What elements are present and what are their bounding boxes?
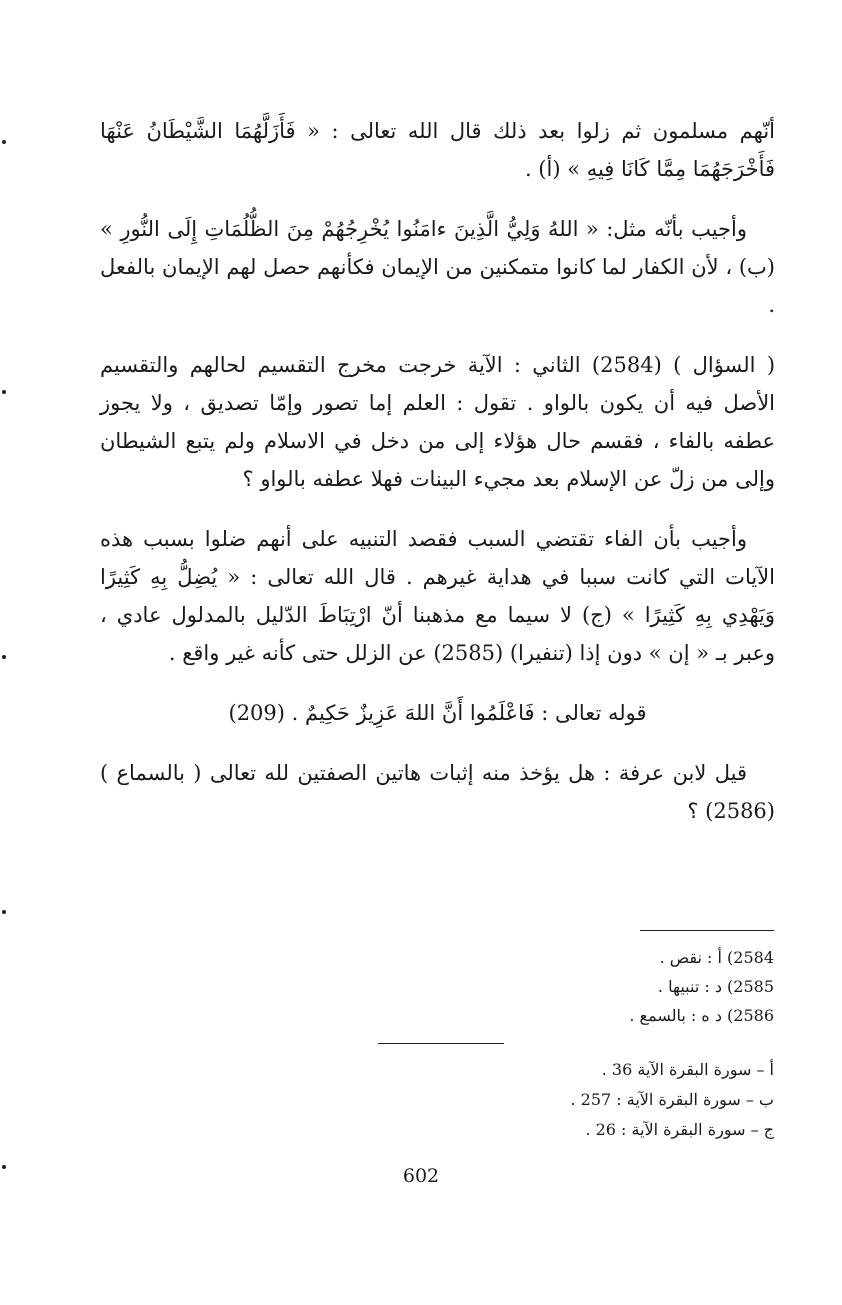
- paragraph: وأجيب بأنّه مثل: « اللهُ وَلِيُّ الَّذِينَ ءامَنُوا يُخْرِجُهُمْ مِنَ الظُّلُمَاتِ إِلَى النُّورِ » (ب) ، لأن الكفار لما كانوا متمكنين من الإيمان فكأنهم حصل لهم الإيمان بالفعل .: [100, 217, 775, 317]
- page-number: 602: [402, 1165, 440, 1187]
- scan-edge-mark: [2, 390, 6, 394]
- paragraph: قوله تعالى : فَاعْلَمُوا أَنَّ اللهَ عَزِيزٌ حَكِيمٌ . (209): [228, 701, 647, 725]
- variant-footnotes: [514, 943, 774, 1030]
- scan-edge-mark: [2, 910, 6, 914]
- scan-edge-mark: [2, 655, 6, 659]
- paragraph: قيل لابن عرفة : هل يؤخذ منه إثبات هاتين الصفتين لله تعالى ( بالسماع ) (2586) ؟: [100, 761, 775, 823]
- quran-reference: ج – سورة البقرة الآية : 26 .: [585, 1120, 774, 1139]
- main-text: [100, 112, 775, 852]
- paragraph: ( السؤال ) (2584) الثاني : الآية خرجت مخرج التقسيم لحالهم والتقسيم الأصل فيه أن يكون بالواو . تقول : العلم إما تصور وإمّا تصديق ، ولا يجوز عطفه بالفاء ، فقسم حال هؤلاء إلى من دخل في الاسلام ولم يتبع الشيطان وإلى من زلّ عن الإسلام بعد مجيء البينات فهلا عطفه بالواو ؟: [100, 353, 776, 491]
- scan-edge-mark: [2, 140, 6, 144]
- variant-note: 2585) د : تنبيها .: [657, 977, 774, 996]
- quran-reference-footnotes: [444, 1055, 774, 1145]
- paragraph: أنّهم مسلمون ثم زلوا بعد ذلك قال الله تعالى : « فَأَزَلَّهُمَا الشَّيْطَانُ عَنْهَا فَأَخْرَجَهُمَا مِمَّا كَانَا فِيهِ » (أ) .: [100, 119, 775, 181]
- variant-note: 2584) أ : نقص .: [659, 948, 774, 967]
- references-separator: [378, 1043, 504, 1044]
- quran-reference: أ – سورة البقرة الآية 36 .: [601, 1060, 774, 1079]
- variant-note: 2586) د ه : بالسمع .: [629, 1006, 774, 1025]
- paragraph: وأجيب بأن الفاء تقتضي السبب فقصد التنبيه على أنهم ضلوا بسبب هذه الآيات التي كانت سببا في هداية غيرهم . قال الله تعالى : « يُضِلُّ بِهِ كَثِيرًا وَيَهْدِي بِهِ كَثِيرًا » (ج) لا سيما مع مذهبنا أنّ ارْتِبَاطَ الدّليل بالمدلول عادي ، وعبر بـ « إن » دون إذا (تنفيرا) (2585) عن الزلل حتى كأنه غير واقع .: [100, 527, 775, 665]
- scan-edge-mark: [2, 1165, 6, 1169]
- footnote-separator: [640, 930, 774, 931]
- quran-reference: ب – سورة البقرة الآية : 257 .: [570, 1090, 774, 1109]
